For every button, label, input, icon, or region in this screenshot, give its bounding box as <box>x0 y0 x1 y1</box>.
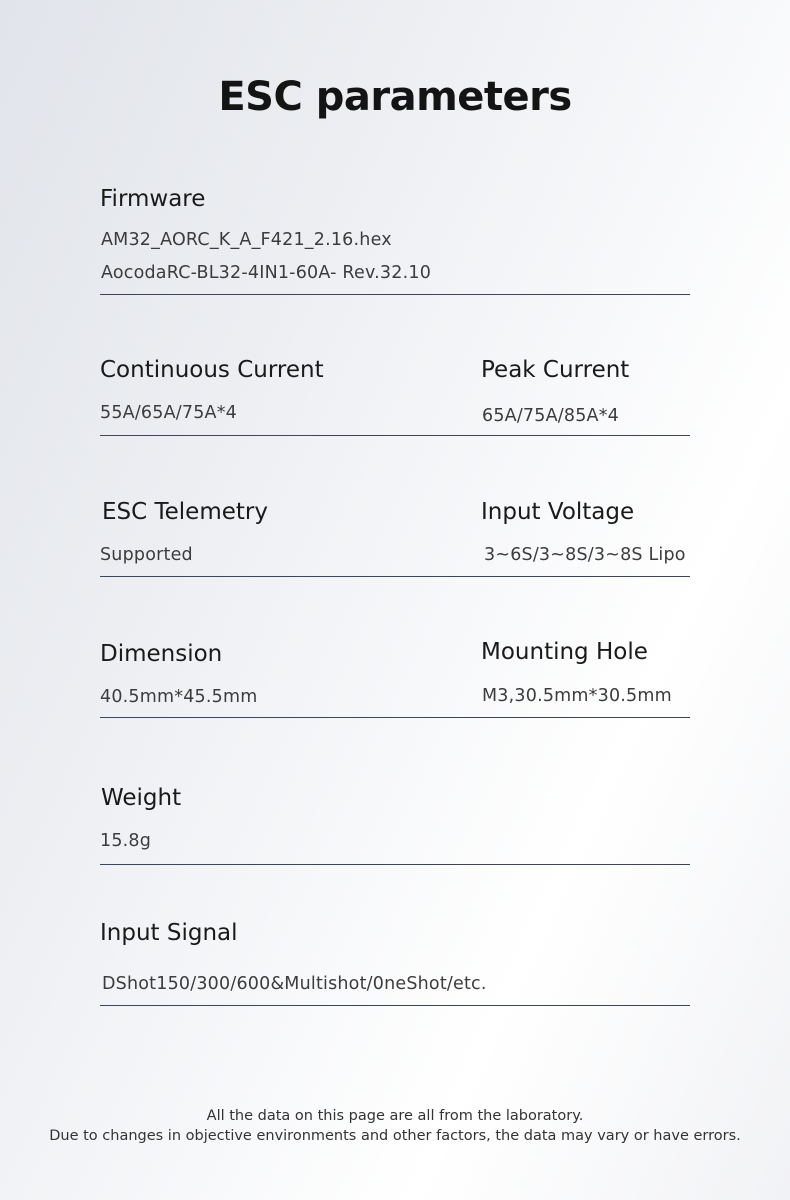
divider-weight <box>100 864 690 865</box>
divider-signal <box>100 1005 690 1006</box>
input-voltage-value: 3~6S/3~8S/3~8S Lipo <box>484 545 686 565</box>
firmware-value-2: AocodaRC-BL32-4IN1-60A- Rev.32.10 <box>101 263 432 283</box>
footer-disclaimer-line2: Due to changes in objective environments and other factors, the data may vary or have errors. <box>49 1128 741 1144</box>
weight-value: 15.8g <box>100 831 152 851</box>
mounting-hole-value: M3,30.5mm*30.5mm <box>482 686 672 706</box>
continuous-current-label: Continuous Current <box>100 357 324 383</box>
footer-disclaimer-line1: All the data on this page are all from the laboratory. <box>206 1108 584 1124</box>
esc-telemetry-value: Supported <box>100 545 193 565</box>
divider-dimension <box>100 717 690 718</box>
mounting-hole-label: Mounting Hole <box>481 639 648 665</box>
divider-firmware <box>100 294 690 295</box>
page-title: ESC parameters <box>218 74 572 120</box>
firmware-value-1: AM32_AORC_K_A_F421_2.16.hex <box>101 230 392 250</box>
dimension-label: Dimension <box>100 641 223 667</box>
dimension-value: 40.5mm*45.5mm <box>100 687 258 707</box>
input-voltage-label: Input Voltage <box>481 499 635 525</box>
input-signal-label: Input Signal <box>100 920 238 946</box>
firmware-label: Firmware <box>100 186 206 212</box>
peak-current-label: Peak Current <box>481 357 630 383</box>
input-signal-value: DShot150/300/600&Multishot/0neShot/etc. <box>102 974 487 994</box>
divider-telemetry <box>100 576 690 577</box>
continuous-current-value: 55A/65A/75A*4 <box>100 403 237 423</box>
weight-label: Weight <box>101 785 182 811</box>
divider-current <box>100 435 690 436</box>
esc-telemetry-label: ESC Telemetry <box>102 499 268 525</box>
peak-current-value: 65A/75A/85A*4 <box>482 406 619 426</box>
